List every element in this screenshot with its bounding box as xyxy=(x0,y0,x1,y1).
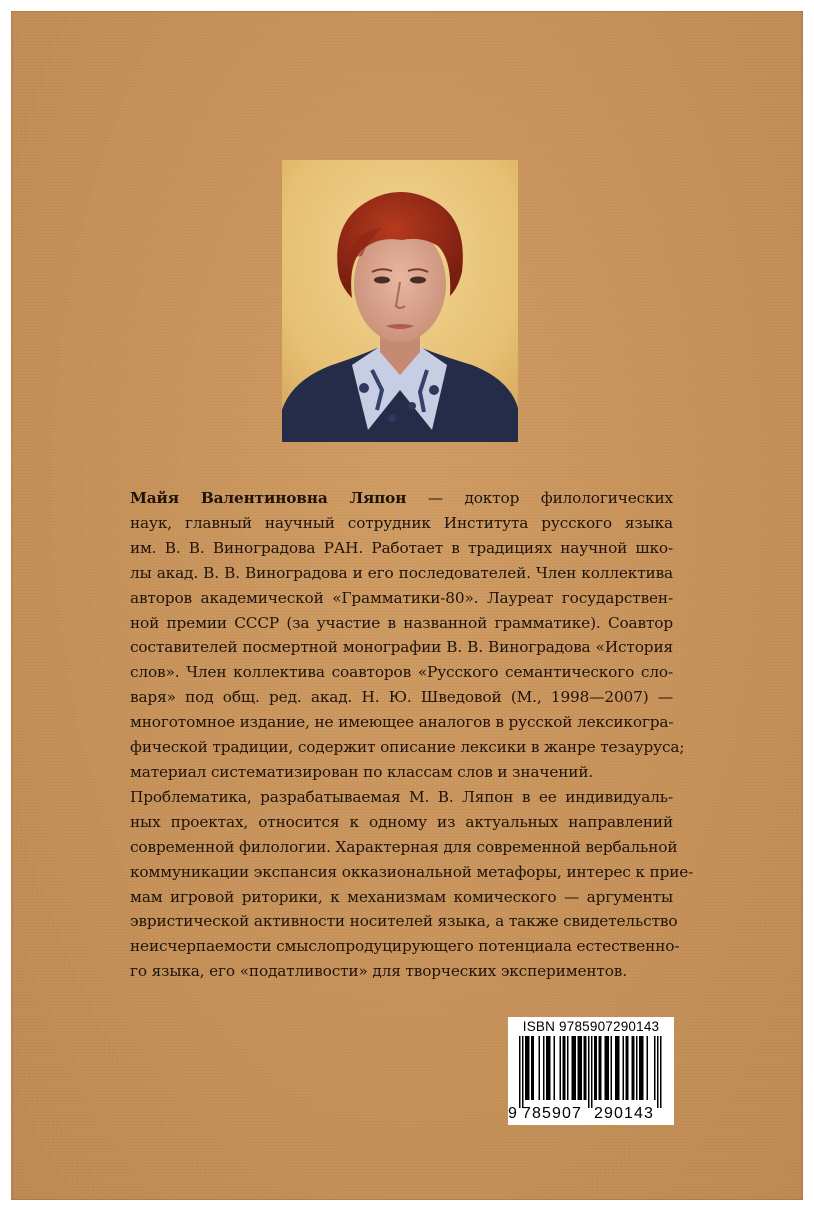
barcode-bar xyxy=(641,1036,643,1100)
barcode-bar xyxy=(543,1036,545,1100)
barcode-bar xyxy=(579,1036,581,1100)
barcode-bar xyxy=(581,1036,583,1100)
bio-line: многотомное издание, не имеющее аналогов в русской лексикогра- xyxy=(130,713,674,732)
barcode-digit: 9 xyxy=(552,1105,561,1122)
barcode-digit: 4 xyxy=(634,1105,643,1122)
barcode-bar xyxy=(618,1036,620,1100)
barcode-digit: 0 xyxy=(614,1105,623,1122)
bio-line: Проблематика, разрабатываемая М. В. Ляпон в ее индивидуаль- xyxy=(130,787,673,806)
barcode-bar xyxy=(608,1036,610,1100)
barcode-digit: 7 xyxy=(572,1105,581,1122)
bio-line: авторов академической «Грамматики-80». Лауреат государствен- xyxy=(130,588,673,607)
author-portrait xyxy=(282,160,518,442)
bio-line: эвристической активности носителей языка, а также свидетельство xyxy=(130,912,678,931)
author-description: — доктор филологических xyxy=(406,489,673,507)
barcode-bar xyxy=(563,1036,565,1100)
barcode-bar xyxy=(600,1036,602,1100)
barcode-digit: 0 xyxy=(562,1105,571,1122)
barcode-bar xyxy=(578,1036,580,1100)
bio-line: мам игровой риторики, к механизмам комического — аргументы xyxy=(130,887,673,906)
barcode-bar xyxy=(548,1036,550,1100)
barcode-digit: 3 xyxy=(644,1105,653,1122)
bio-line: варя» под общ. ред. акад. Н. Ю. Шведовой (М., 1998—2007) — xyxy=(130,688,673,707)
barcode-bar xyxy=(554,1036,556,1100)
bio-line: им. В. В. Виноградова РАН. Работает в традициях научной шко- xyxy=(130,538,673,557)
bio-line: лы акад. В. В. Виноградова и его последователей. Член коллектива xyxy=(130,563,673,582)
bio-line: составителей посмертной монографии В. В. Виноградова «История xyxy=(130,638,673,657)
barcode-bar xyxy=(657,1036,659,1108)
barcode-bar xyxy=(639,1036,641,1100)
barcode-bar xyxy=(567,1036,569,1100)
barcode-bar xyxy=(527,1036,529,1100)
barcode-bar xyxy=(615,1036,617,1100)
barcode-bar xyxy=(623,1036,625,1100)
bio-line: коммуникации экспансия окказиональной метафоры, интерес к прие- xyxy=(130,862,694,881)
barcode-bars-icon xyxy=(514,1036,668,1108)
barcode-bar xyxy=(605,1036,607,1100)
bio-line: наук, главный научный сотрудник Института русского языка xyxy=(130,513,673,532)
barcode-bar xyxy=(627,1036,629,1100)
bio-line: фической традиции, содержит описание лексики в жанре тезауруса; xyxy=(130,738,685,757)
barcode-digit: 8 xyxy=(532,1105,541,1122)
bio-line: ных проектах, относится к одному из актуальных направлений xyxy=(130,812,673,831)
bio-line: слов». Член коллектива соавторов «Русского семантического сло- xyxy=(130,663,673,682)
barcode-bar xyxy=(528,1036,530,1100)
barcode-bar xyxy=(599,1036,601,1100)
barcode-bar xyxy=(564,1036,566,1100)
barcode-bar xyxy=(642,1036,644,1100)
barcode-digit: 1 xyxy=(624,1105,633,1122)
isbn-barcode xyxy=(508,1017,674,1125)
barcode-bar xyxy=(633,1036,635,1100)
barcode-bar xyxy=(531,1036,533,1100)
barcode-digit: 9 xyxy=(508,1105,517,1122)
barcode-bar xyxy=(584,1036,586,1100)
barcode-bar xyxy=(585,1036,587,1100)
author-biography xyxy=(130,486,694,984)
isbn-label: ISBN 9785907290143 xyxy=(522,1019,660,1034)
barcode-bar xyxy=(626,1036,628,1100)
barcode-digit: 5 xyxy=(542,1105,551,1122)
barcode-bar xyxy=(519,1036,521,1108)
barcode-bar xyxy=(647,1036,649,1100)
barcode-bar xyxy=(549,1036,551,1100)
barcode-bar xyxy=(525,1036,527,1100)
bio-line: неисчерпаемости смыслопродуцирующего потенциала естественно- xyxy=(130,937,680,956)
barcode-bar xyxy=(539,1036,541,1100)
bio-line: го языка, его «податливости» для творческих экспериментов. xyxy=(130,962,627,981)
barcode-digit: 2 xyxy=(594,1105,603,1122)
barcode-bar xyxy=(573,1036,575,1100)
barcode-bar xyxy=(611,1036,613,1100)
barcode-bar xyxy=(606,1036,608,1100)
barcode-bar xyxy=(632,1036,634,1100)
barcode-bar xyxy=(660,1036,662,1108)
bio-line xyxy=(130,486,673,511)
barcode-bar xyxy=(546,1036,548,1100)
barcode-bar xyxy=(575,1036,577,1100)
author-name: Майя Валентиновна Ляпон xyxy=(130,489,407,507)
barcode-bar xyxy=(654,1036,656,1100)
barcode-bar xyxy=(617,1036,619,1100)
bio-line: современной филологии. Характерная для современной вербальной xyxy=(130,837,678,856)
barcode-digit: 7 xyxy=(522,1105,531,1122)
barcode-digit: 9 xyxy=(604,1105,613,1122)
barcode-bar xyxy=(596,1036,598,1100)
barcode-bar xyxy=(591,1036,593,1108)
bio-line: ной премии СССР (за участие в названной грамматике). Соавтор xyxy=(130,613,673,632)
barcode-bar xyxy=(560,1036,562,1100)
portrait-photo xyxy=(282,160,518,442)
barcode-bar xyxy=(636,1036,638,1100)
barcode-bar xyxy=(594,1036,596,1100)
barcode-bar xyxy=(533,1036,535,1100)
bio-line: материал систематизирован по классам слов и значений. xyxy=(130,762,594,781)
barcode-bar xyxy=(572,1036,574,1100)
barcode-bar xyxy=(588,1036,590,1108)
barcode-bar xyxy=(522,1036,524,1108)
